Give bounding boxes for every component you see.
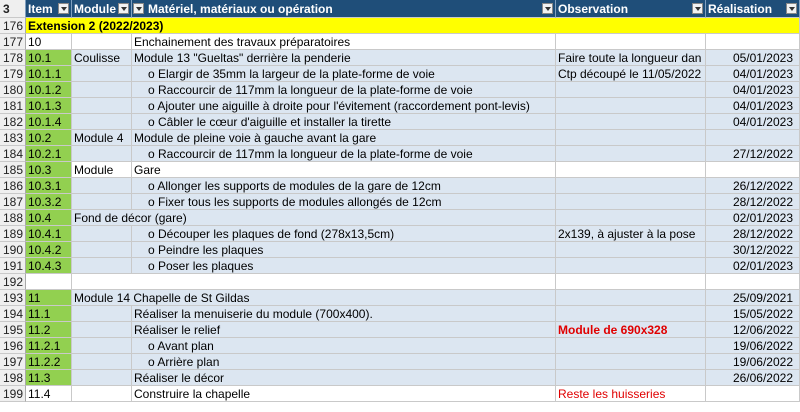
row-number[interactable]: 181	[0, 98, 26, 114]
item-cell[interactable]: 10.1.4	[26, 114, 72, 130]
table-row	[0, 82, 800, 98]
operation-cell[interactable]: o Câbler le cœur d'aiguille et installer la tirette	[132, 114, 556, 130]
module-cell[interactable]	[72, 34, 132, 50]
extension-row	[0, 18, 800, 34]
filter-dropdown-icon[interactable]	[58, 3, 69, 14]
realisation-cell[interactable]: 02/01/2023	[706, 210, 800, 226]
operation-cell[interactable]: Module 13 "Gueltas" derrière la penderie	[132, 50, 556, 66]
module-cell[interactable]	[72, 178, 132, 194]
operation-cell[interactable]: o Raccourcir de 117mm la longueur de la plate-forme de voie	[132, 146, 556, 162]
row-number[interactable]: 198	[0, 370, 26, 386]
table-row	[0, 322, 800, 338]
table-row	[0, 274, 800, 290]
module-cell[interactable]	[72, 322, 132, 338]
table-row	[0, 98, 800, 114]
observation-cell[interactable]	[556, 82, 706, 98]
module-cell[interactable]: Coulisse	[72, 50, 132, 66]
row-number[interactable]: 178	[0, 50, 26, 66]
item-cell[interactable]: 10.2	[26, 130, 72, 146]
operation-cell[interactable]: Module de pleine voie à gauche avant la gare	[132, 130, 556, 146]
column-header-label: Réalisation	[708, 2, 773, 16]
row-number[interactable]: 176	[0, 18, 26, 34]
item-cell[interactable]: 11	[26, 290, 72, 306]
column-header-label: Module	[74, 2, 116, 16]
row-number[interactable]: 194	[0, 306, 26, 322]
item-cell[interactable]: 10.2.1	[26, 146, 72, 162]
module-cell[interactable]	[72, 354, 132, 370]
realisation-cell[interactable]: 04/01/2023	[706, 114, 800, 130]
row-number[interactable]: 185	[0, 162, 26, 178]
realisation-cell[interactable]	[706, 386, 800, 402]
table-row	[0, 210, 800, 226]
module-cell[interactable]	[72, 146, 132, 162]
observation-cell[interactable]: Module de 690x328	[556, 322, 706, 338]
module-cell[interactable]: Module	[72, 162, 132, 178]
observation-cell[interactable]	[556, 34, 706, 50]
module-cell[interactable]: Module 4	[72, 130, 132, 146]
row-number[interactable]: 190	[0, 242, 26, 258]
module-cell[interactable]: Module 14 Chapelle de St Gildas	[72, 290, 556, 306]
item-cell[interactable]: 11.3	[26, 370, 72, 386]
table-row	[0, 370, 800, 386]
table-row	[0, 386, 800, 402]
observation-cell[interactable]	[556, 178, 706, 194]
realisation-cell[interactable]	[706, 130, 800, 146]
row-number[interactable]: 179	[0, 66, 26, 82]
realisation-cell[interactable]: 15/05/2022	[706, 306, 800, 322]
row-number[interactable]: 193	[0, 290, 26, 306]
realisation-cell[interactable]: 25/09/2021	[706, 290, 800, 306]
item-cell[interactable]: 11.4	[26, 386, 72, 402]
module-cell[interactable]: Fond de décor (gare)	[72, 210, 556, 226]
row-number[interactable]: 186	[0, 178, 26, 194]
row-number[interactable]: 184	[0, 146, 26, 162]
operation-cell[interactable]: o Découper les plaques de fond (278x13,5cm)	[132, 226, 556, 242]
item-cell[interactable]: 10	[26, 34, 72, 50]
observation-cell[interactable]	[556, 274, 706, 290]
operation-cell[interactable]: o Peindre les plaques	[132, 242, 556, 258]
filter-dropdown-icon[interactable]	[542, 3, 553, 14]
column-header-realisation[interactable]	[706, 0, 800, 18]
realisation-cell[interactable]: 28/12/2022	[706, 194, 800, 210]
realisation-cell[interactable]: 19/06/2022	[706, 354, 800, 370]
module-cell[interactable]	[72, 98, 132, 114]
operation-cell[interactable]: Réaliser le décor	[132, 370, 556, 386]
item-cell[interactable]: 11.2.1	[26, 338, 72, 354]
operation-cell[interactable]: o Avant plan	[132, 338, 556, 354]
row-number[interactable]: 196	[0, 338, 26, 354]
realisation-cell[interactable]: 27/12/2022	[706, 146, 800, 162]
table-row	[0, 290, 800, 306]
item-cell[interactable]	[26, 274, 72, 290]
module-cell[interactable]	[72, 274, 556, 290]
module-cell[interactable]	[72, 194, 132, 210]
module-cell[interactable]	[72, 226, 132, 242]
item-cell[interactable]: 10.4.3	[26, 258, 72, 274]
item-cell[interactable]: 10.3.1	[26, 178, 72, 194]
observation-cell[interactable]	[556, 338, 706, 354]
realisation-cell[interactable]: 04/01/2023	[706, 82, 800, 98]
operation-cell[interactable]: o Poser les plaques	[132, 258, 556, 274]
row-number[interactable]: 187	[0, 194, 26, 210]
operation-cell[interactable]: o Fixer tous les supports de modules allongés de 12cm	[132, 194, 556, 210]
table-row	[0, 178, 800, 194]
realisation-cell[interactable]	[706, 274, 800, 290]
header-row	[0, 0, 800, 16]
module-cell[interactable]	[72, 114, 132, 130]
table-row	[0, 130, 800, 146]
module-cell[interactable]	[72, 386, 132, 402]
observation-cell[interactable]	[556, 242, 706, 258]
column-header-materiel[interactable]	[132, 0, 556, 18]
row-number[interactable]: 183	[0, 130, 26, 146]
item-cell[interactable]: 10.3.2	[26, 194, 72, 210]
realisation-cell[interactable]	[706, 34, 800, 50]
table-row	[0, 226, 800, 242]
row-number[interactable]: 180	[0, 82, 26, 98]
observation-cell[interactable]	[556, 258, 706, 274]
module-cell[interactable]	[72, 82, 132, 98]
realisation-cell[interactable]: 04/01/2023	[706, 66, 800, 82]
observation-cell[interactable]	[556, 354, 706, 370]
table-row	[0, 338, 800, 354]
extension-title[interactable]: Extension 2 (2022/2023)	[26, 18, 800, 34]
operation-cell[interactable]: o Allonger les supports de modules de la gare de 12cm	[132, 178, 556, 194]
operation-cell[interactable]: Enchainement des travaux préparatoires	[132, 34, 556, 50]
operation-cell[interactable]: Gare	[132, 162, 556, 178]
filter-dropdown-icon[interactable]	[118, 3, 129, 14]
realisation-cell[interactable]: 28/12/2022	[706, 226, 800, 242]
module-cell[interactable]	[72, 242, 132, 258]
row-number[interactable]: 191	[0, 258, 26, 274]
realisation-cell[interactable]: 05/01/2023	[706, 50, 800, 66]
table-row	[0, 162, 800, 178]
row-number[interactable]: 195	[0, 322, 26, 338]
module-cell[interactable]	[72, 306, 132, 322]
realisation-cell[interactable]: 04/01/2023	[706, 98, 800, 114]
row-number[interactable]: 197	[0, 354, 26, 370]
observation-cell[interactable]	[556, 210, 706, 226]
item-cell[interactable]: 11.2	[26, 322, 72, 338]
filter-dropdown-icon[interactable]	[133, 3, 144, 14]
observation-cell[interactable]: 2x139, à ajuster à la pose	[556, 226, 706, 242]
module-cell[interactable]	[72, 370, 132, 386]
item-cell[interactable]: 10.1.1	[26, 66, 72, 82]
operation-cell[interactable]: Réaliser le relief	[132, 322, 556, 338]
table-row	[0, 242, 800, 258]
table-row	[0, 114, 800, 130]
table-row	[0, 258, 800, 274]
realisation-cell[interactable]: 02/01/2023	[706, 258, 800, 274]
observation-cell[interactable]	[556, 114, 706, 130]
table-row	[0, 146, 800, 162]
module-cell[interactable]	[72, 66, 132, 82]
observation-cell[interactable]	[556, 98, 706, 114]
column-header-observation[interactable]	[556, 0, 706, 18]
realisation-cell[interactable]: 19/06/2022	[706, 338, 800, 354]
table-row	[0, 34, 800, 50]
realisation-cell[interactable]: 12/06/2022	[706, 322, 800, 338]
item-cell[interactable]: 11.2.2	[26, 354, 72, 370]
row-number[interactable]: 192	[0, 274, 26, 290]
filter-dropdown-icon[interactable]	[692, 3, 703, 14]
item-cell[interactable]: 10.4.2	[26, 242, 72, 258]
item-cell[interactable]: 10.4.1	[26, 226, 72, 242]
observation-cell[interactable]	[556, 290, 706, 306]
operation-cell[interactable]: o Raccourcir de 117mm la longueur de la plate-forme de voie	[132, 82, 556, 98]
column-header-module[interactable]	[72, 0, 132, 18]
operation-cell[interactable]: o Ajouter une aiguille à droite pour l'évitement (raccordement pont-levis)	[132, 98, 556, 114]
observation-cell[interactable]	[556, 194, 706, 210]
item-cell[interactable]: 10.1	[26, 50, 72, 66]
table-row	[0, 194, 800, 210]
realisation-cell[interactable]: 26/06/2022	[706, 370, 800, 386]
observation-cell[interactable]: Reste les huisseries	[556, 386, 706, 402]
item-cell[interactable]: 11.1	[26, 306, 72, 322]
operation-cell[interactable]: o Elargir de 35mm la largeur de la plate-forme de voie	[132, 66, 556, 82]
operation-cell[interactable]: o Arrière plan	[132, 354, 556, 370]
row-number[interactable]: 182	[0, 114, 26, 130]
column-header-label: Matériel, matériaux ou opération	[148, 2, 333, 16]
table-row	[0, 50, 800, 66]
realisation-cell[interactable]: 30/12/2022	[706, 242, 800, 258]
row-number[interactable]: 189	[0, 226, 26, 242]
module-cell[interactable]	[72, 258, 132, 274]
observation-cell[interactable]: Ctp découpé le 11/05/2022	[556, 66, 706, 82]
column-header-label: Observation	[558, 2, 629, 16]
item-cell[interactable]: 10.1.3	[26, 98, 72, 114]
observation-cell[interactable]	[556, 146, 706, 162]
item-cell[interactable]: 10.1.2	[26, 82, 72, 98]
item-cell[interactable]: 10.3	[26, 162, 72, 178]
operation-cell[interactable]: Réaliser la menuiserie du module (700x400).	[132, 306, 556, 322]
row-number[interactable]: 177	[0, 34, 26, 50]
observation-cell[interactable]	[556, 370, 706, 386]
table-row	[0, 306, 800, 322]
realisation-cell[interactable]	[706, 162, 800, 178]
observation-cell[interactable]	[556, 306, 706, 322]
observation-cell[interactable]	[556, 130, 706, 146]
row-number[interactable]: 199	[0, 386, 26, 402]
table-row	[0, 66, 800, 82]
observation-cell[interactable]: Faire toute la longueur dan	[556, 50, 706, 66]
operation-cell[interactable]: Construire la chapelle	[132, 386, 556, 402]
observation-cell[interactable]	[556, 162, 706, 178]
table-row	[0, 354, 800, 370]
row-number[interactable]: 3	[0, 0, 26, 18]
row-number[interactable]: 188	[0, 210, 26, 226]
column-header-label: Item	[28, 2, 53, 16]
item-cell[interactable]: 10.4	[26, 210, 72, 226]
filter-dropdown-icon[interactable]	[786, 3, 797, 14]
module-cell[interactable]	[72, 338, 132, 354]
realisation-cell[interactable]: 26/12/2022	[706, 178, 800, 194]
column-header-item[interactable]	[26, 0, 72, 18]
